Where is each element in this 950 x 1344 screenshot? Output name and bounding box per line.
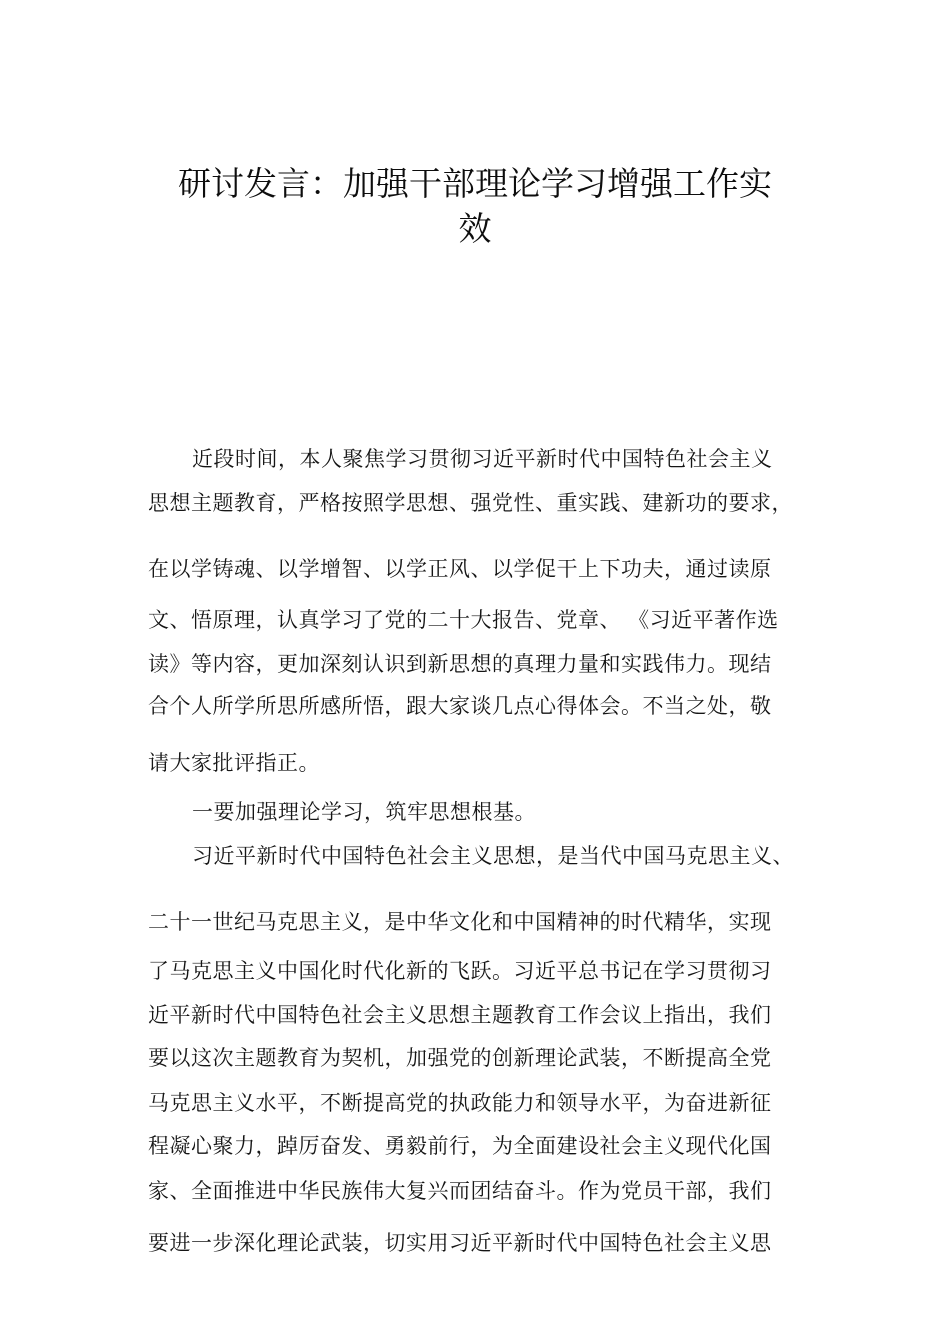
paragraph-line: 习近平新时代中国特色社会主义思想，是当代中国马克思主义、 xyxy=(192,844,794,868)
paragraph-line: 请大家批评指正。 xyxy=(148,751,320,775)
paragraph-line: 了马克思主义中国化时代化新的飞跃。习近平总书记在学习贯彻习 xyxy=(148,959,772,983)
paragraph-line: 家、全面推进中华民族伟大复兴而团结奋斗。作为党员干部，我们 xyxy=(148,1179,772,1203)
paragraph-line: 二十一世纪马克思主义，是中华文化和中国精神的时代精华，实现 xyxy=(148,910,772,934)
paragraph-line: 文、悟原理，认真学习了党的二十大报告、党章、 《习近平著作选 xyxy=(148,608,779,632)
paragraph-line: 在以学铸魂、以学增智、以学正风、以学促干上下功夫，通过读原 xyxy=(148,557,772,581)
section-heading: 一要加强理论学习，筑牢思想根基。 xyxy=(192,800,536,824)
paragraph-line: 合个人所学所思所感所悟，跟大家谈几点心得体会。不当之处，敬 xyxy=(148,694,772,718)
paragraph-line: 读》等内容，更加深刻认识到新思想的真理力量和实践伟力。现结 xyxy=(148,652,772,676)
paragraph-line: 要进一步深化理论武装，切实用习近平新时代中国特色社会主义思 xyxy=(148,1231,772,1255)
paragraph-line: 近平新时代中国特色社会主义思想主题教育工作会议上指出，我们 xyxy=(148,1003,772,1027)
paragraph-line: 思想主题教育，严格按照学思想、强党性、重实践、建新功的要求， xyxy=(148,491,793,515)
paragraph-line: 程凝心聚力，踔厉奋发、勇毅前行，为全面建设社会主义现代化国 xyxy=(148,1134,772,1158)
paragraph-line: 马克思主义水平，不断提高党的执政能力和领导水平，为奋进新征 xyxy=(148,1091,772,1115)
document-title-line-2: 效 xyxy=(458,209,492,248)
document-title-line-1: 研讨发言：加强干部理论学习增强工作实 xyxy=(178,164,772,203)
paragraph-line: 要以这次主题教育为契机，加强党的创新理论武装，不断提高全党 xyxy=(148,1046,772,1070)
paragraph-line: 近段时间，本人聚焦学习贯彻习近平新时代中国特色社会主义 xyxy=(192,447,773,471)
